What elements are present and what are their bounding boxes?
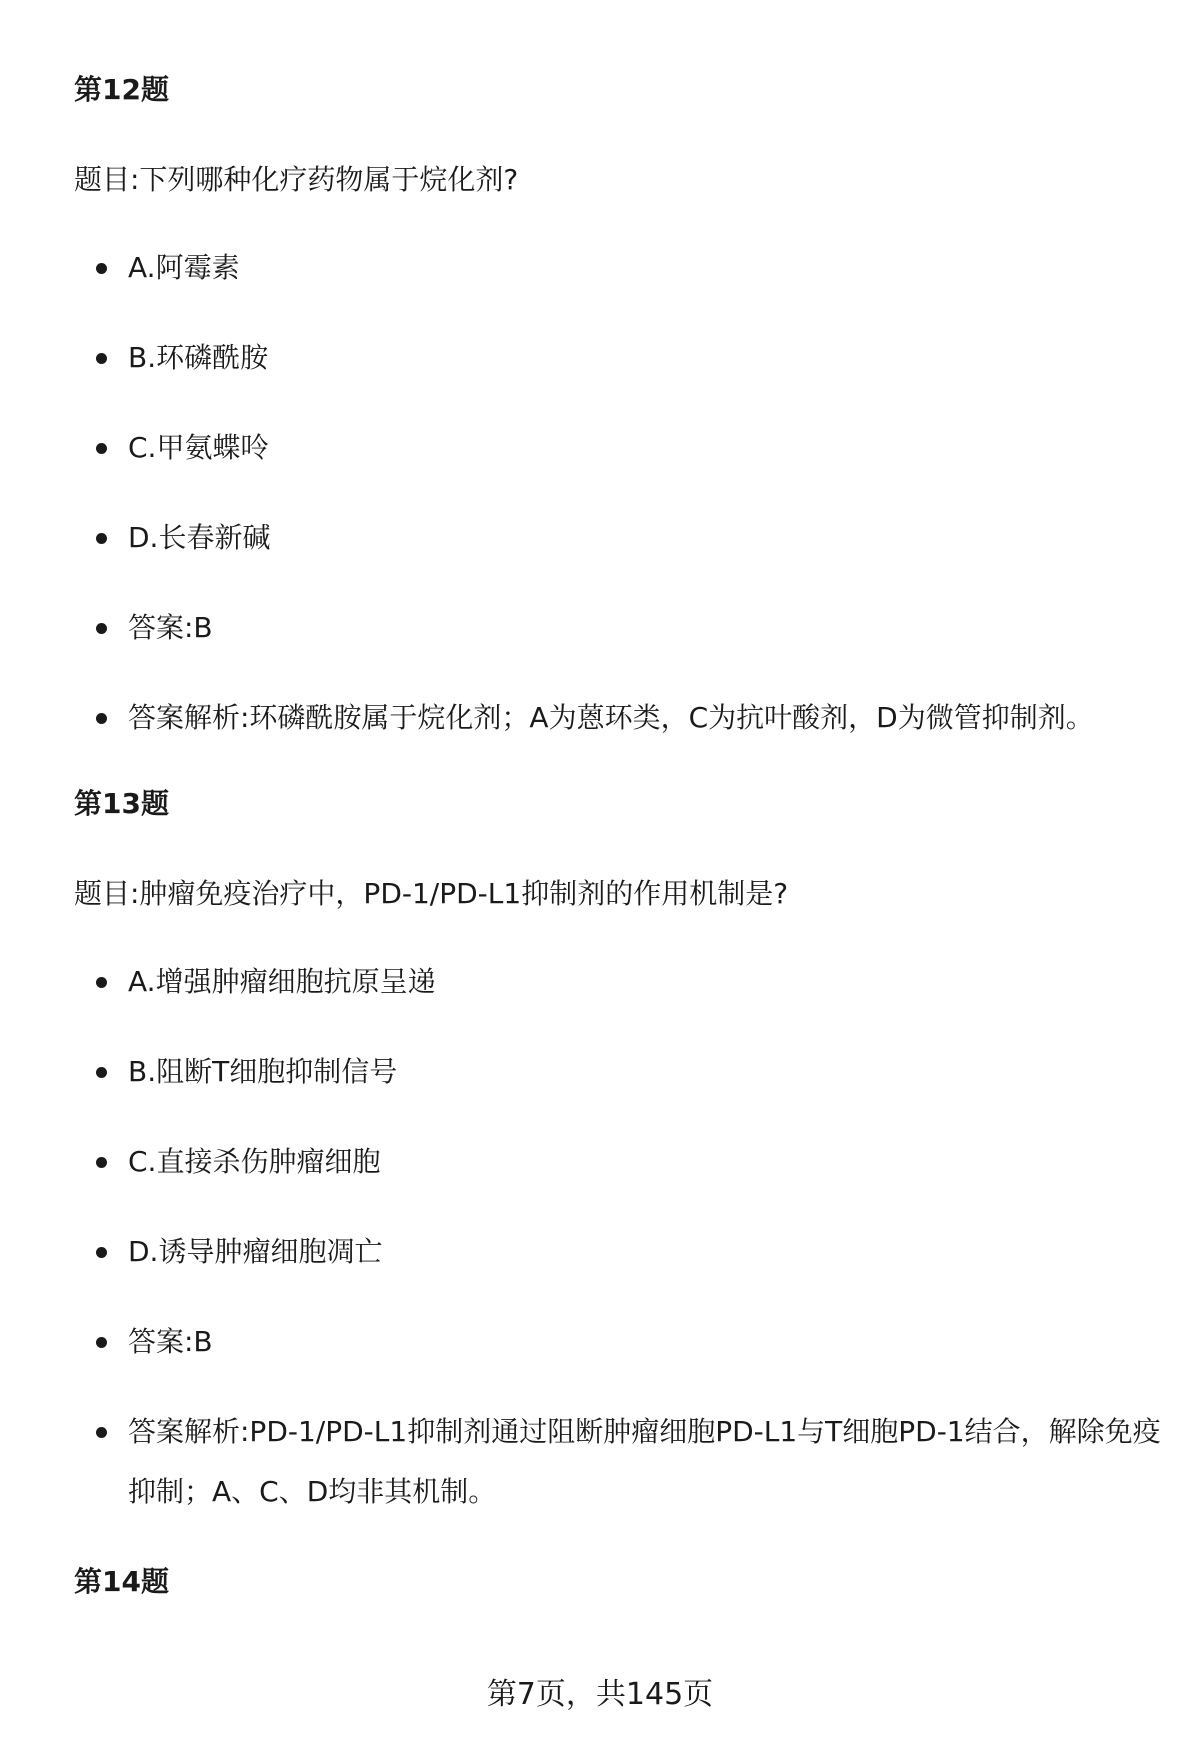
list-item [96, 598, 1178, 658]
bullet-icon [96, 1337, 107, 1348]
bullet-icon [96, 623, 107, 634]
bullet-icon [96, 713, 107, 724]
option-b: B.环磷酰胺 [128, 341, 269, 374]
bullet-icon [96, 533, 107, 544]
bullet-icon [96, 1247, 107, 1258]
option-c: C.直接杀伤肿瘤细胞 [128, 1145, 381, 1178]
question-heading: 第12题 [74, 73, 169, 106]
list-item [96, 1402, 1178, 1522]
list-item [96, 1132, 1178, 1192]
answer-analysis: 答案解析:PD-1/PD-L1抑制剂通过阻断肿瘤细胞PD-L1与T细胞PD-1结合，解除免疫抑制；A、C、D均非其机制。 [128, 1415, 1161, 1508]
answer: 答案:B [128, 1325, 213, 1358]
option-d: D.诱导肿瘤细胞凋亡 [128, 1235, 383, 1268]
bullet-icon [96, 263, 107, 274]
list-item [96, 688, 1178, 748]
list-item [96, 508, 1178, 568]
bullet-icon [96, 443, 107, 454]
question-heading: 第14题 [74, 1565, 169, 1598]
bullet-icon [96, 1427, 107, 1438]
list-item [96, 1042, 1178, 1102]
bullet-icon [96, 1067, 107, 1078]
bullet-icon [96, 1157, 107, 1168]
page-number: 第7页，共145页 [486, 1677, 714, 1712]
option-c: C.甲氨蝶呤 [128, 431, 269, 464]
option-b: B.阻断T细胞抑制信号 [128, 1055, 398, 1088]
list-item [96, 418, 1178, 478]
option-d: D.长春新碱 [128, 521, 271, 554]
list-item [96, 952, 1178, 1012]
question-text: 题目:下列哪种化疗药物属于烷化剂? [74, 163, 519, 196]
list-item [96, 238, 1178, 298]
answer-analysis: 答案解析:环磷酰胺属于烷化剂；A为蒽环类，C为抗叶酸剂，D为微管抑制剂。 [128, 701, 1094, 734]
answer: 答案:B [128, 611, 213, 644]
list-item [96, 1222, 1178, 1282]
bullet-icon [96, 353, 107, 364]
question-heading: 第13题 [74, 787, 169, 820]
question-text: 题目:肿瘤免疫治疗中，PD-1/PD-L1抑制剂的作用机制是? [74, 877, 789, 910]
list-item [96, 1312, 1178, 1372]
option-a: A.增强肿瘤细胞抗原呈递 [128, 965, 436, 998]
list-item [96, 328, 1178, 388]
bullet-icon [96, 977, 107, 988]
option-a: A.阿霉素 [128, 251, 240, 284]
